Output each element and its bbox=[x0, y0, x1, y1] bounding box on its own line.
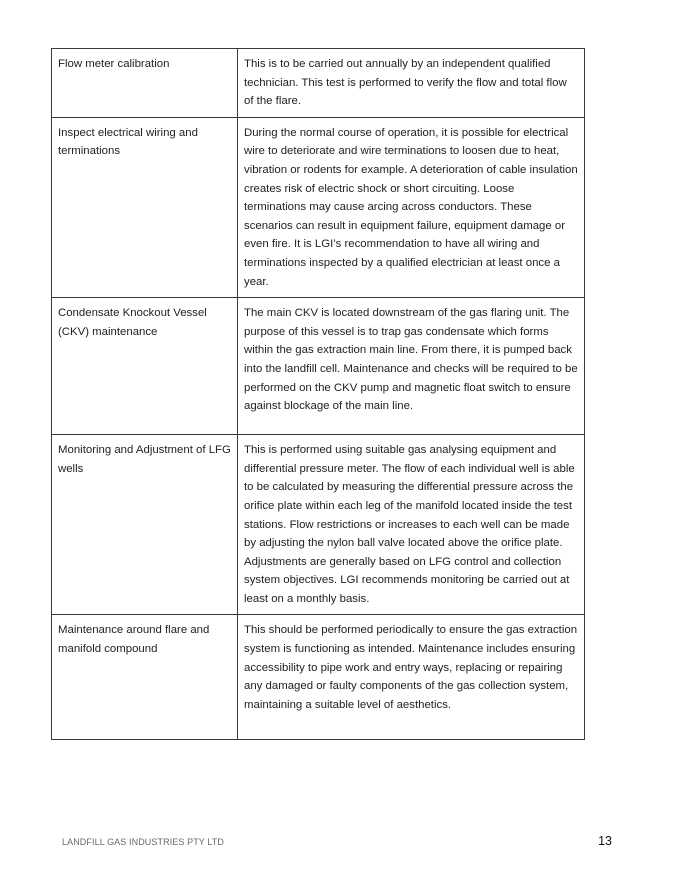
page-number: 13 bbox=[598, 834, 612, 848]
task-cell: Flow meter calibration bbox=[52, 49, 238, 118]
description-cell: This should be performed periodically to ensure the gas extraction system is functioning as intended. Maintenance includes ensuring accessibility to pipe work and entry ways, replacing or repairing any damaged or faulty components of the gas collection system, maintaining a suitable level of aesthetics. bbox=[238, 615, 585, 740]
description-cell: During the normal course of operation, it is possible for electrical wire to deteriorate and wire terminations to loosen due to heat, vibration or rodents for example. A deterioration of cable insulation creates risk of electric shock or short circuiting. Loose terminations may cause arcing across conductors. These scenarios can result in equipment failure, equipment damage or even fire. It is LGI’s recommendation to have all wiring and terminations inspected by a qualified electrician at least once a year. bbox=[238, 117, 585, 297]
footer-company-name: LANDFILL GAS INDUSTRIES PTY LTD bbox=[62, 837, 224, 847]
task-cell: Maintenance around flare and manifold compound bbox=[52, 615, 238, 740]
description-cell: The main CKV is located downstream of the gas flaring unit. The purpose of this vessel is to trap gas condensate which forms within the gas extraction main line. From there, it is pumped back into the landfill cell. Maintenance and checks will be required to be performed on the CKV pump and magnetic float switch to ensure against blockage of the main line. bbox=[238, 298, 585, 435]
maintenance-table bbox=[51, 48, 585, 740]
task-cell: Inspect electrical wiring and terminations bbox=[52, 117, 238, 297]
description-cell: This is performed using suitable gas analysing equipment and differential pressure meter. The flow of each individual well is able to be calculated by measuring the differential pressure across the orifice plate within each leg of the manifold located inside the test stations. Flow restrictions or increases to each well can be made by adjusting the nylon ball valve located above the orifice plate. Adjustments are generally based on LFG control and collection system objectives. LGI recommends monitoring be carried out at least on a monthly basis. bbox=[238, 435, 585, 615]
table-row bbox=[52, 435, 585, 615]
table-row bbox=[52, 615, 585, 740]
task-cell: Condensate Knockout Vessel (CKV) maintenance bbox=[52, 298, 238, 435]
table-row bbox=[52, 298, 585, 435]
description-cell: This is to be carried out annually by an independent qualified technician. This test is performed to verify the flow and total flow of the flare. bbox=[238, 49, 585, 118]
table-row bbox=[52, 49, 585, 118]
table-row bbox=[52, 117, 585, 297]
task-cell: Monitoring and Adjustment of LFG wells bbox=[52, 435, 238, 615]
